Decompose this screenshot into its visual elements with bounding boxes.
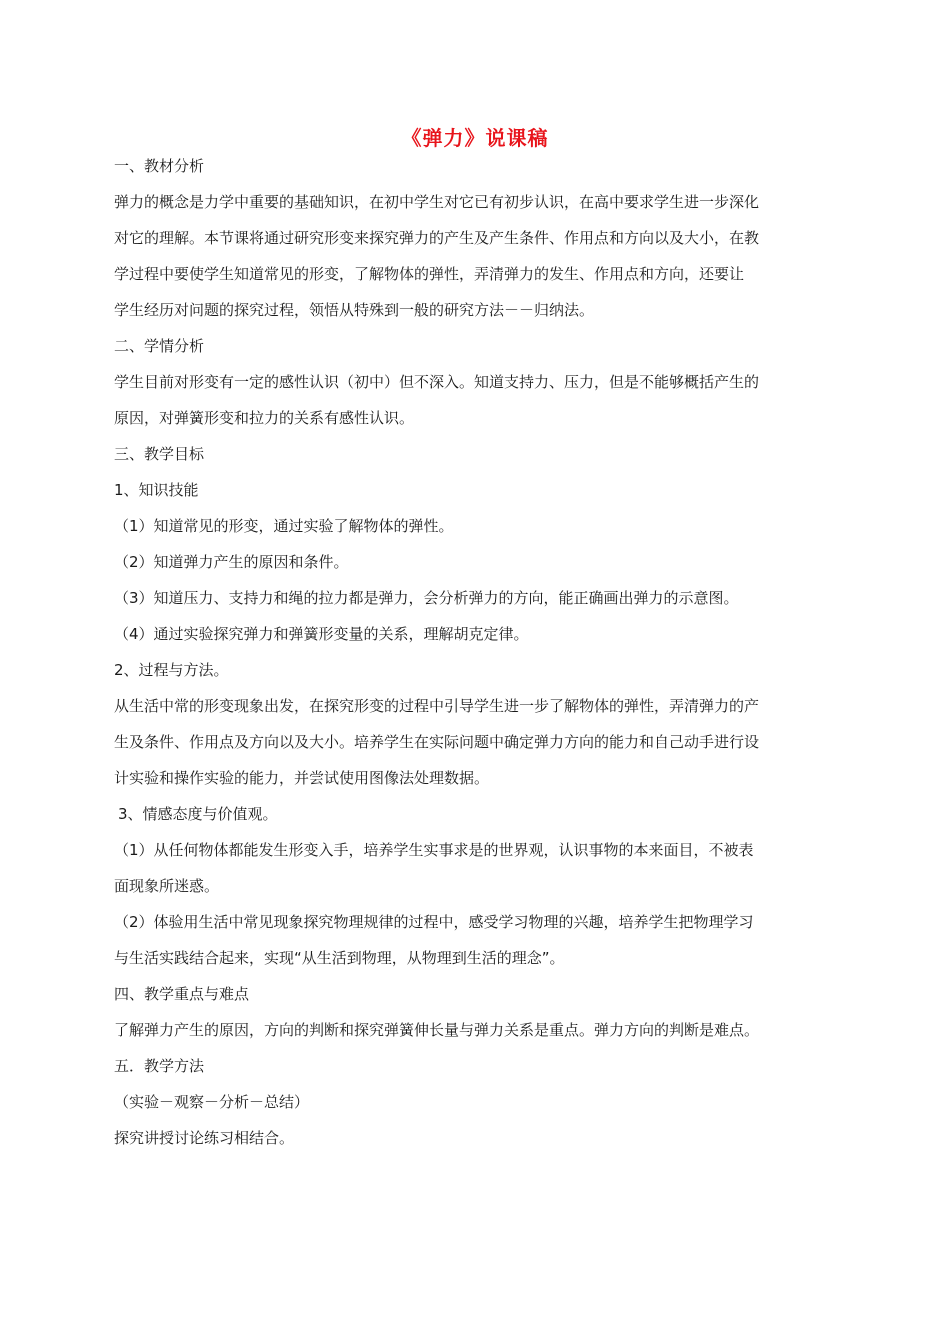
subheading-process-method: 2、过程与方法。 — [114, 661, 229, 679]
paragraph-line: 计实验和操作实验的能力，并尝试使用图像法处理数据。 — [114, 769, 490, 787]
paragraph-line: 从生活中常的形变现象出发，在探究形变的过程中引导学生进一步了解物体的弹性，弄清弹力的产 — [114, 697, 760, 715]
paragraph-line: 了解弹力产生的原因，方向的判断和探究弹簧伸长量与弹力关系是重点。弹力方向的判断是难点。 — [114, 1021, 760, 1039]
list-item: （4）通过实验探究弹力和弹簧形变量的关系，理解胡克定律。 — [114, 625, 529, 643]
paragraph-line: 弹力的概念是力学中重要的基础知识，在初中学生对它已有初步认识，在高中要求学生进一步深化 — [114, 193, 760, 211]
paragraph-line: 学过程中要使学生知道常见的形变，了解物体的弹性，弄清弹力的发生、作用点和方向，还要让 — [114, 265, 745, 283]
paragraph-line: 学生目前对形变有一定的感性认识（初中）但不深入。知道支持力、压力，但是不能够概括产生的 — [114, 373, 760, 391]
subheading-knowledge-skills: 1、知识技能 — [114, 481, 199, 499]
paragraph-line: 面现象所迷惑。 — [114, 877, 220, 895]
paragraph-line: （实验－观察－分析－总结） — [114, 1093, 310, 1111]
list-item: （1）知道常见的形变，通过实验了解物体的弹性。 — [114, 517, 454, 535]
paragraph-line: 探究讲授讨论练习相结合。 — [114, 1129, 295, 1147]
paragraph-line: 与生活实践结合起来，实现“从生活到物理，从物理到生活的理念”。 — [114, 949, 565, 967]
list-item: （3）知道压力、支持力和绳的拉力都是弹力，会分析弹力的方向，能正确画出弹力的示意图。 — [114, 589, 739, 607]
paragraph-line: 对它的理解。本节课将通过研究形变来探究弹力的产生及产生条件、作用点和方向以及大小，在教 — [114, 229, 760, 247]
list-item: （1）从任何物体都能发生形变入手，培养学生实事求是的世界观，认识事物的本来面目，不被表 — [114, 841, 754, 859]
paragraph-line: 学生经历对问题的探究过程，领悟从特殊到一般的研究方法－－归纳法。 — [114, 301, 595, 319]
heading-student-analysis: 二、学情分析 — [114, 337, 205, 355]
heading-teaching-goals: 三、教学目标 — [114, 445, 205, 463]
list-item: （2）知道弹力产生的原因和条件。 — [114, 553, 349, 571]
heading-teaching-method: 五．教学方法 — [114, 1057, 205, 1075]
heading-textbook-analysis: 一、教材分析 — [114, 157, 205, 175]
heading-key-points: 四、教学重点与难点 — [114, 985, 250, 1003]
paragraph-line: 原因，对弹簧形变和拉力的关系有感性认识。 — [114, 409, 415, 427]
subheading-emotion-values: 3、情感态度与价值观。 — [118, 805, 278, 823]
paragraph-line: 生及条件、作用点及方向以及大小。培养学生在实际问题中确定弹力方向的能力和自己动手进行设 — [114, 733, 760, 751]
list-item: （2）体验用生活中常见现象探究物理规律的过程中，感受学习物理的兴趣，培养学生把物理学习 — [114, 913, 754, 931]
document-title: 《弹力》说课稿 — [401, 126, 549, 150]
document-body — [114, 148, 838, 1156]
